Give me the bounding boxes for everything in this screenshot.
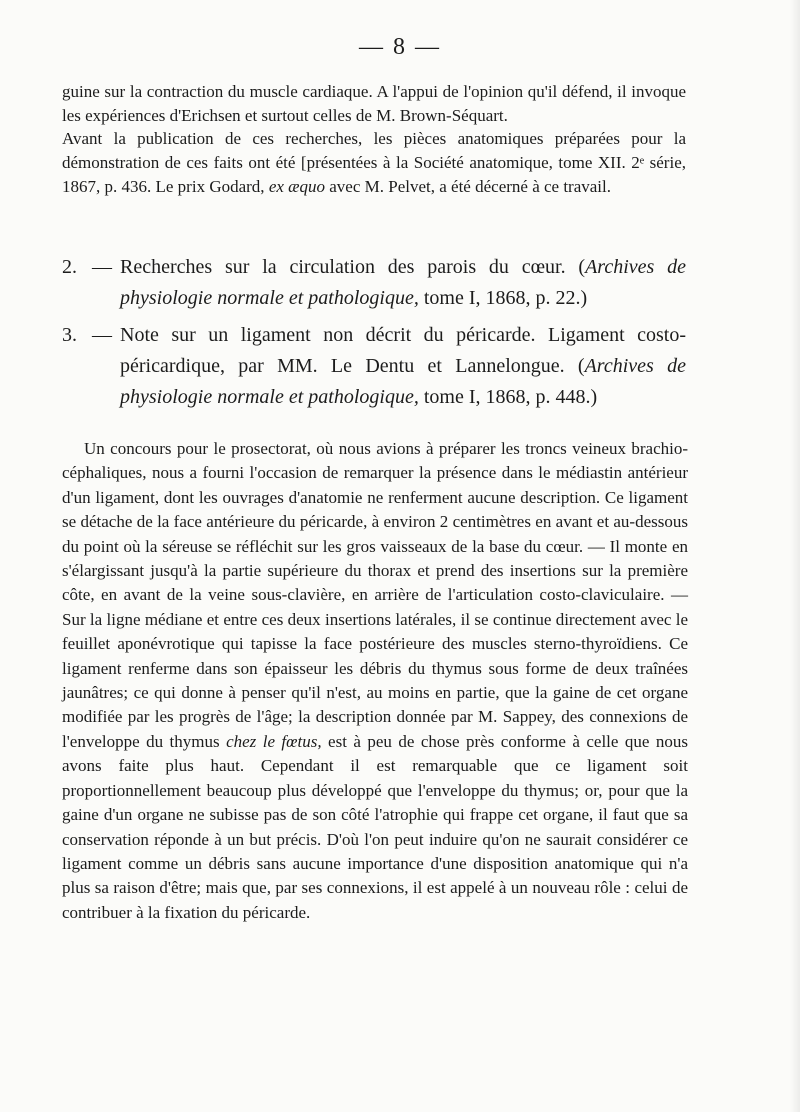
entry-body bbox=[120, 320, 686, 413]
entry-journal: Archives de physiologie normale et pathologique, bbox=[120, 256, 687, 309]
paragraph-publication-italic: ex æquo bbox=[268, 177, 325, 196]
entry-reference: tome I, 1868, p. 448.) bbox=[418, 386, 598, 408]
entry-title: Recherches sur la circulation des parois du cœur. ( bbox=[120, 256, 586, 278]
entry-body bbox=[120, 252, 686, 314]
paragraph-ligament-text-2: est à peu de chose près conforme à celle que nous avons faite plus haut. Cependant il est remarquable que ce ligament soit proportionnellement beaucoup plus développé que l'enveloppe du thymus; or, pour que la gaine d'un organe ne subisse pas de son côté l'atrophie qui frappe cet organe, il faut que sa conservation réponde à un but précis. D'où l'on peut induire qu'on ne saurait considérer ce ligament comme un débris sans aucune importance d'une disposition anatomique qui n'a plus sa raison d'être; mais que, par ses connexions, il est appelé à un nouveau rôle : celui de contribuer à la fixation du péricarde. bbox=[62, 731, 688, 922]
entry-journal: Archives de physiologie normale et pathologique, bbox=[120, 355, 686, 408]
paragraph-intro: guine sur la contraction du muscle cardiaque. A l'appui de l'opinion qu'il défend, il invoque les expériences d'Erichsen et surtout celles de M. Brown-Séquart. bbox=[62, 82, 686, 125]
paragraph-publication-text-2: avec M. Pelvet, a été décerné à ce travail. bbox=[325, 177, 612, 196]
bibliography-entry-2 bbox=[62, 252, 686, 314]
page-number: — 8 — bbox=[359, 34, 441, 60]
entry-reference: tome I, 1868, p. 22.) bbox=[418, 287, 588, 309]
entry-dash: — bbox=[92, 256, 112, 278]
paragraph-ligament-text-1: Un concours pour le prosectorat, où nous avions à préparer les troncs veineux brachio-céphaliques, nous a fourni l'occasion de remarquer la présence dans le médiastin antérieur d'un ligament, dont les ouvrages d'anatomie ne renferment aucune description. Ce ligament se détache de la face antérieure du péricarde, à environ 2 centimètres en avant et au-dessous du point où la séreuse se réfléchit sur les gros vaisseaux de la base du cœur. — Il monte en s'élargissant jusqu'à la partie supérieure du thorax et prend des insertions sur la première côte, en avant de la veine sous-clavière, en arrière de l'articulation costo-claviculaire. — Sur la ligne médiane et entre ces deux insertions latérales, il se continue directement avec le feuillet aponévrotique qui tapisse la face postérieure des muscles sterno-thyroïdiens. Ce ligament renferme dans son épaisseur les débris du thymus sous forme de deux traînées jaunâtres; ce qui donne à penser qu'il n'est, au moins en partie, que la gaine de cet organe modifiée par les progrès de l'âge; la description donnée par M. Sappey, des connexions de l'enveloppe du thymus bbox=[62, 439, 688, 751]
paragraph-publication bbox=[62, 127, 686, 199]
entry-number: 2. bbox=[62, 256, 77, 278]
entry-dash: — bbox=[92, 324, 112, 346]
entry-title: Note sur un ligament non décrit du péricarde. Ligament costo-péricardique, par MM. Le Dentu et Lannelongue. ( bbox=[120, 324, 686, 377]
paragraph-ligament-description bbox=[62, 437, 688, 925]
page-edge-shadow bbox=[790, 0, 800, 1112]
entry-number: 3. bbox=[62, 324, 77, 346]
paragraph-publication-text-1: Avant la publication de ces recherches, les pièces anatomiques préparées pour la démonstration de ces faits ont été [présentées à la Société anatomique, tome XII. 2ᵉ série, 1867, p. 436. Le prix Godard, bbox=[62, 129, 686, 196]
bibliography-entry-3 bbox=[62, 320, 686, 413]
paragraph-ligament-italic: chez le fœtus, bbox=[226, 731, 322, 751]
